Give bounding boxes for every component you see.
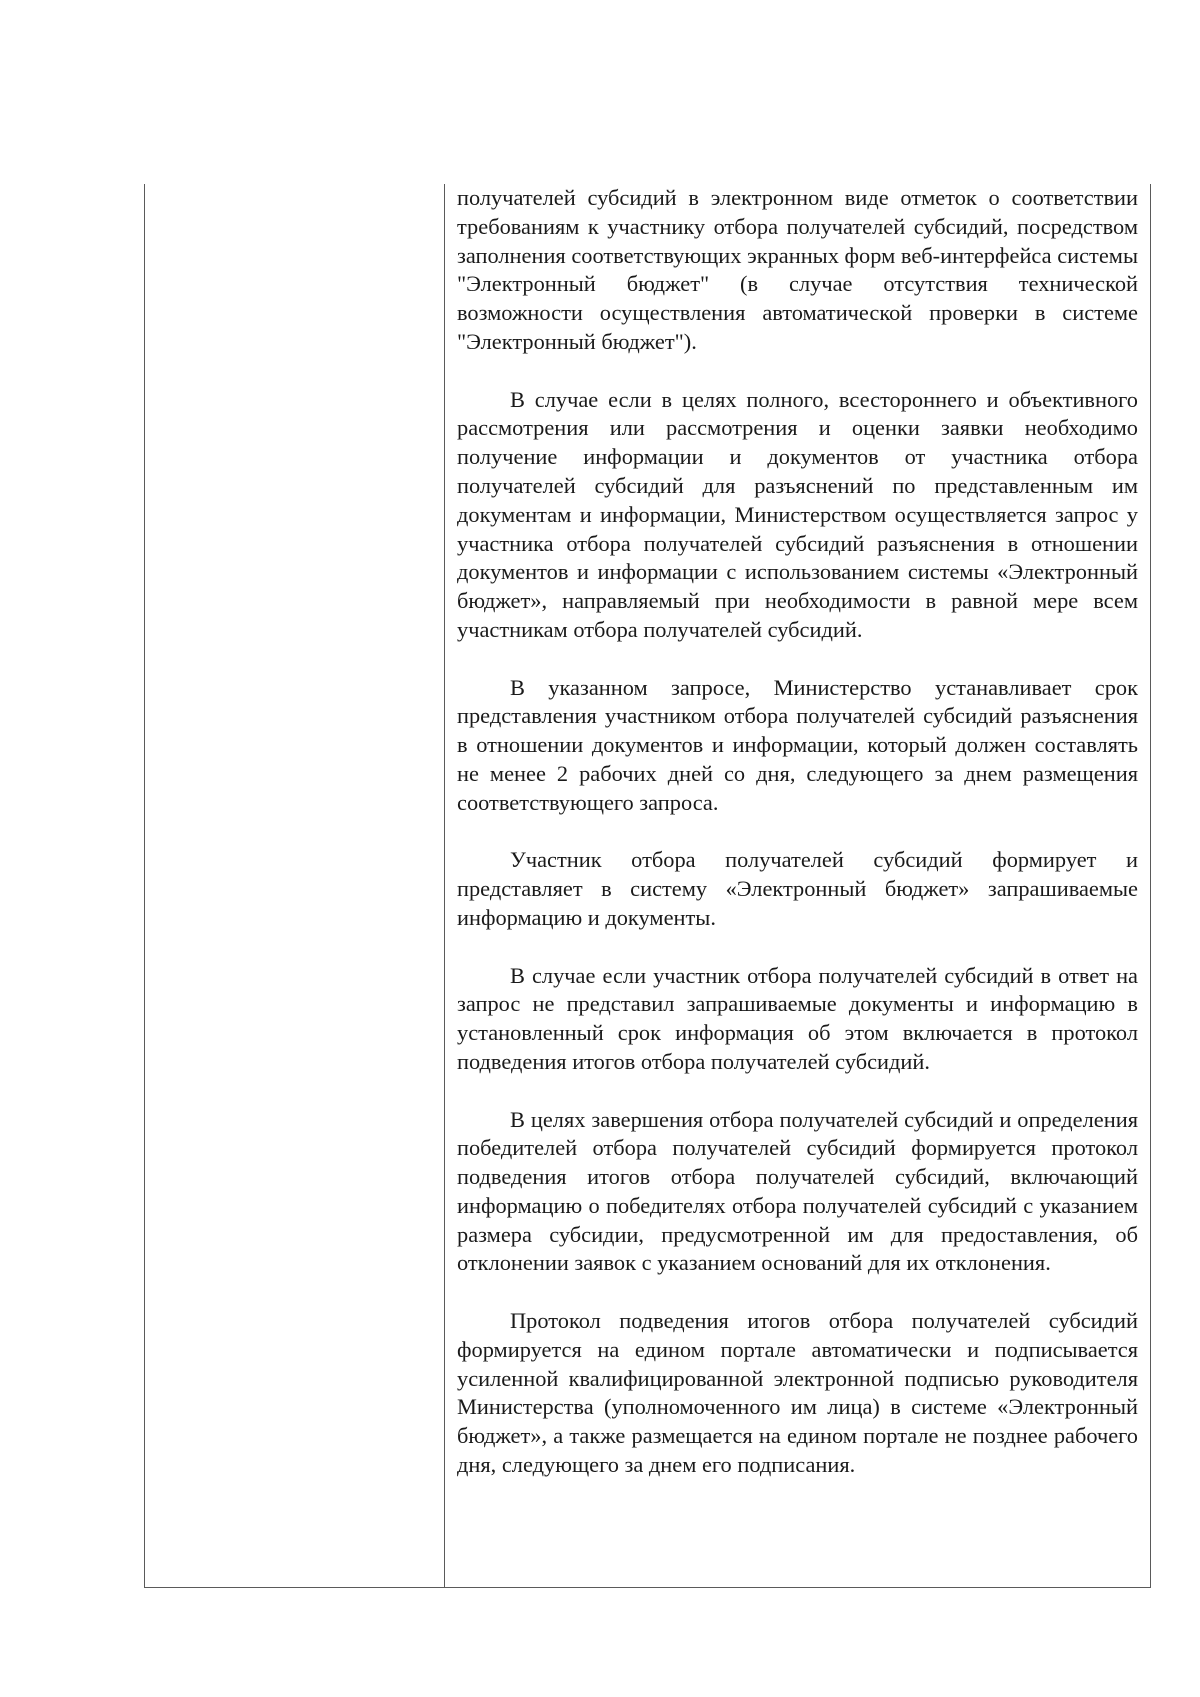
paragraph-gap [457,818,1138,847]
paragraph-4: Участник отбора получателей субсидий формирует и представляет в систему «Электронный бюджет» запрашиваемые информацию и документы. [457,847,1138,930]
paragraph-gap [457,357,1138,386]
paragraph-gap [457,933,1138,962]
paragraph-gap [457,1077,1138,1106]
document-table [144,184,1151,1588]
paragraph-6: В целях завершения отбора получателей субсидий и определения победителей отбора получателей субсидий формируется протокол подведения итогов отбора получателей субсидий, включающий информацию о победителях отбора получателей субсидий с указанием размера субсидии, предусмотренной им для предоставления, об отклонении заявок с указанием оснований для их отклонения. [457,1106,1138,1276]
table-right-column [445,184,1150,1587]
paragraph-7: Протокол подведения итогов отбора получателей субсидий формируется на едином портале автоматически и подписывается усиленной квалифицированной электронной подписью руководителя Министерства (уполномоченного им лица) в системе «Электронный бюджет», а также размещается на едином портале не позднее рабочего дня, следующего за днем его подписания. [457,1308,1138,1478]
paragraph-5: В случае если участник отбора получателей субсидий в ответ на запрос не представил запрашиваемые документы и информацию в установленный срок информация об этом включается в протокол подведения итогов отбора получателей субсидий. [457,962,1138,1074]
table-left-column [145,184,445,1587]
paragraph-gap [457,1278,1138,1307]
paragraph-1: получателей субсидий в электронном виде отметок о соответствии требованиям к участнику отбора получателей субсидий, посредством заполнения соответствующих экранных форм веб-интерфейса системы "Электронный бюджет" (в случае отсутствия технической возможности осуществления автоматической проверки в системе "Электронный бюджет"). [457,185,1138,354]
paragraph-gap [457,645,1138,674]
paragraph-2: В случае если в целях полного, всестороннего и объективного рассмотрения или рассмотрения и оценки заявки необходимо получение информации и документов от участника отбора получателей субсидий для разъяснений по представленным им документам и информации, Министерством осуществляется запрос у участника отбора получателей субсидий разъяснения в отношении документов и информации с использованием системы «Электронный бюджет», направляемый при необходимости в равной мере всем участникам отбора получателей субсидий. [457,386,1138,642]
paragraph-3: В указанном запросе, Министерство устанавливает срок представления участником отбора получателей субсидий разъяснения в отношении документов и информации, который должен составлять не менее 2 рабочих дней со дня, следующего за днем размещения соответствующего запроса. [457,674,1138,815]
